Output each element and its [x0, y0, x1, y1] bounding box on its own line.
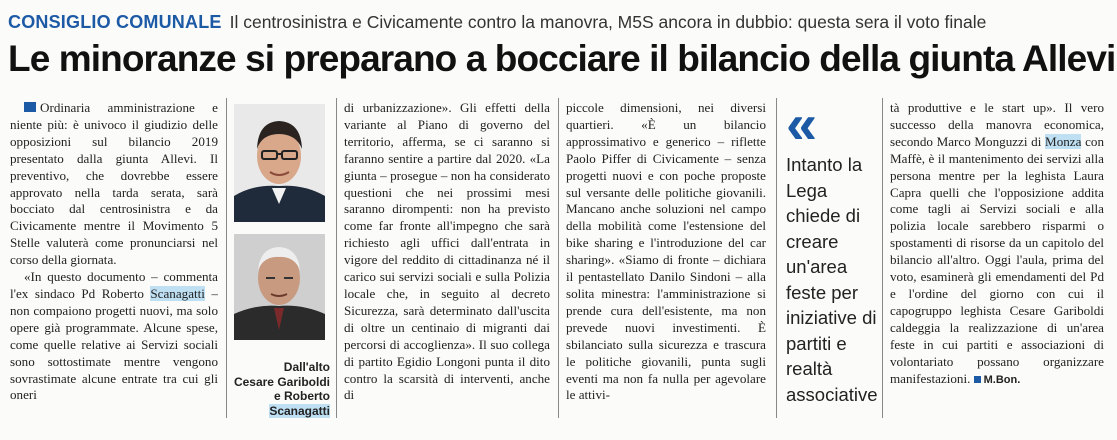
column-divider: [336, 98, 337, 418]
highlighted-name: Scanagatti: [150, 285, 205, 301]
paragraph: tà produttive e le start up». Il vero successo della manovra economica, secondo Marco Monguzzi di Monza con Maffè, è il mantenimento dei servizi alla persona mentre per la leghista Laura Capra quelli che l'opposizione addita come tagli ai Servizi sociali e alla polizia locale sarebbero risparmi o spostamenti di risorse da un capitolo del bilancio all'altro. Oggi l'aula, prima del voto, esaminerà gli emendamenti del Pd e l'ordine del giorno con cui il capogruppo leghista Cesare Gariboldi caldeggia la realizzazione di un'area feste in cui partiti e associazioni di volontariato possano organizzare manifestazioni. M.Bon.: [890, 100, 1104, 386]
section-tag: CONSIGLIO COMUNALE: [8, 11, 222, 32]
paragraph: piccole dimensioni, nei diversi quartieri. «È un bilancio approssimativo e generico – riflette Paolo Piffer di Civicamente – senza progetti nuovi e con poche proposte sul versante delle politiche giovanili. Mancano anche soluzioni nel campo della mobilità come l'estensione del bike sharing e l'introduzione del car sharing». «Siamo di fronte – dichiara il pentastellato Danilo Sindoni – alla solita minestra: l'amministrazione si prende cura dell'esistente, ma non prevede nuovi investimenti. È sbilanciato sulla sicurezza e trascura le politiche giovanili, punta sugli eventi ma non fa nulla per agevolare le attivi-: [566, 100, 766, 403]
paragraph: Ordinaria amministrazione e niente più: è univoco il giudizio delle opposizioni sul bilancio 2019 presentato dalla giunta Allevi. Il preventivo, che dovrebbe essere approvato nella tarda serata, sarà bocciato dal centrosinistra e da Civicamente mentre il Movimento 5 Stelle valuterà come pronunciarsi nel corso della giornata.: [10, 100, 218, 268]
headline: Le minoranze si preparano a bocciare il bilancio della giunta Allevi: [8, 38, 1116, 79]
column-divider: [558, 98, 559, 418]
article-column-3: [566, 100, 766, 420]
photo-caption: Dall'alto Cesare Gariboldi e Roberto Scanagatti: [233, 360, 330, 418]
kicker: [8, 9, 986, 35]
subheadline: Il centrosinistra e Civicamente contro la manovra, M5S ancora in dubbio: questa sera il voto finale: [229, 11, 987, 32]
pull-quote: [786, 92, 882, 407]
column-divider: [776, 98, 777, 418]
column-divider: [226, 98, 227, 418]
pull-quote-text: Intanto la Lega chiede di creare un'area feste per iniziative di partiti e realtà associative: [786, 154, 878, 405]
portrait-photo-scanagatti: [234, 234, 325, 340]
quote-mark-icon: «: [786, 92, 818, 155]
article-column-2: [344, 100, 550, 420]
highlighted-name: Monza: [1045, 133, 1082, 149]
bullet-marker: [24, 102, 36, 112]
signature-square-icon: [974, 376, 981, 383]
portrait-photo-gariboldi: [234, 104, 325, 222]
article-column-4: [890, 100, 1104, 420]
author-signature: M.Bon.: [974, 374, 1021, 386]
paragraph: di urbanizzazione». Gli effetti della variante al Piano di governo del territorio, afferma, se ci saranno si faranno sentire a partire dal 2020. «La giunta – prosegue – non ha considerato questioni che nei prossimi mesi saranno dirompenti: non ha previsto come far fronte all'impegno che sarà richiesto agli uffici dall'entrata in vigore del reddito di cittadinanza né il carico sui servizi sociali e sulla Polizia locale che, in seguito al decreto Sicurezza, sarà determinato dall'uscita di oltre un centinaio di migranti dai percorsi di accoglienza». Il suo collega di partito Egidio Longoni punta il dito contro la scarsità di interventi, anche di: [344, 100, 550, 403]
paragraph: «In questo documento – commenta l'ex sindaco Pd Roberto Scanagatti – non compaiono progetti nuovi, ma solo opere già programmate. Alcune spese, come quelle relative ai Servizi sociali sono sottostimate mentre vengono sovrastimate alcune entrate tra cui gli oneri: [10, 269, 218, 403]
column-divider: [882, 98, 883, 418]
article-column-1: [10, 100, 218, 420]
highlighted-name: Scanagatti: [269, 403, 330, 418]
